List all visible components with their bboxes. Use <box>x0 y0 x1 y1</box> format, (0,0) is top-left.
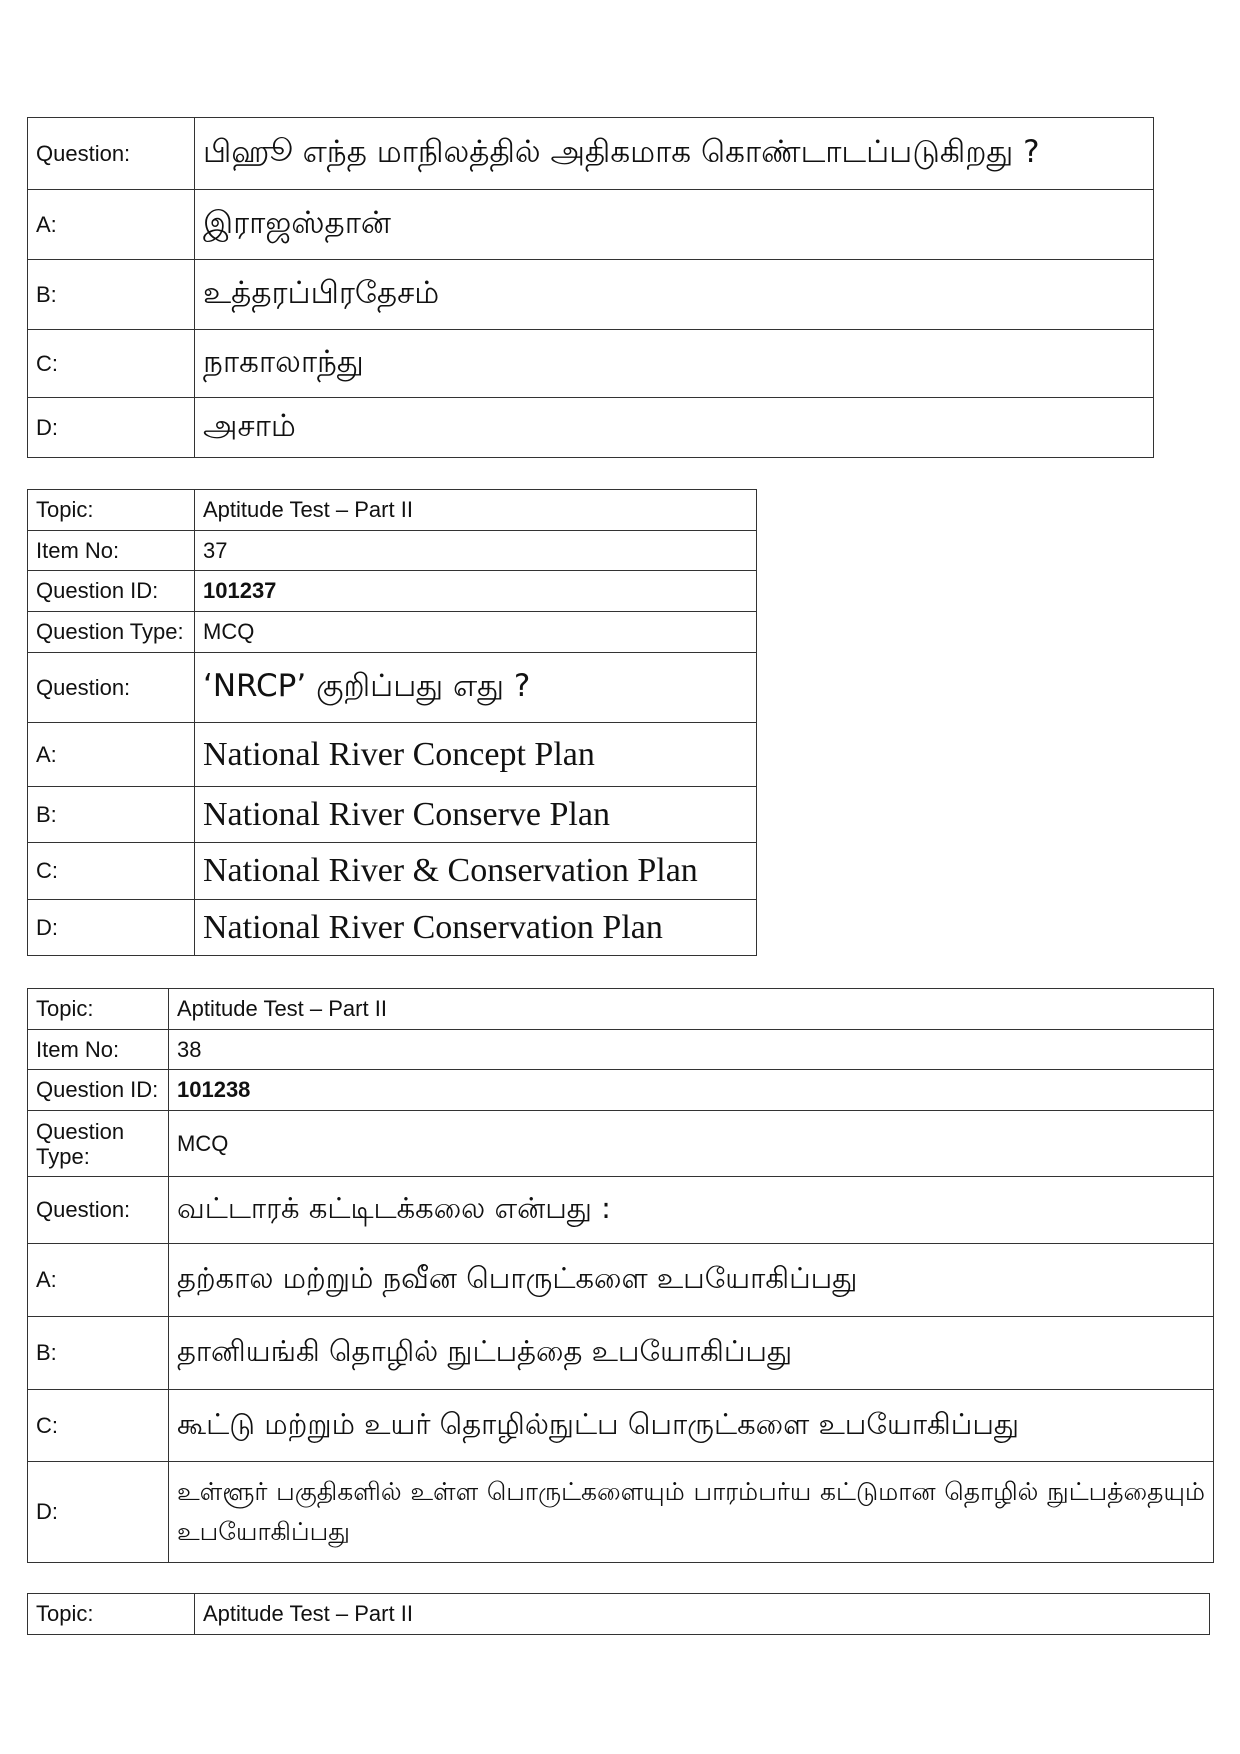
question-label: Question: <box>28 1177 169 1244</box>
option-label: B: <box>28 260 195 330</box>
question-type-row <box>28 1111 1214 1177</box>
topic-row <box>28 1594 1210 1635</box>
topic-label: Topic: <box>28 989 169 1030</box>
option-label: C: <box>28 843 195 900</box>
question-table-3 <box>27 988 1214 1563</box>
topic-row <box>28 989 1214 1030</box>
question-text: வட்டாரக் கட்டிடக்கலை என்பது : <box>169 1177 1214 1244</box>
question-row <box>28 653 757 723</box>
option-label: A: <box>28 190 195 260</box>
question-type-row <box>28 612 757 653</box>
question-table-4 <box>27 1593 1210 1635</box>
option-row-b <box>28 787 757 843</box>
item-label: Item No: <box>28 1030 169 1070</box>
topic-value: Aptitude Test – Part II <box>195 1594 1210 1635</box>
topic-label: Topic: <box>28 1594 195 1635</box>
question-id-label: Question ID: <box>28 1070 169 1111</box>
topic-label: Topic: <box>28 490 195 531</box>
option-label: D: <box>28 900 195 956</box>
option-label: A: <box>28 1244 169 1317</box>
option-row-a <box>28 1244 1214 1317</box>
option-label: C: <box>28 1390 169 1462</box>
option-row-c <box>28 1390 1214 1462</box>
item-value: 38 <box>169 1030 1214 1070</box>
option-row-a <box>28 723 757 787</box>
question-type-label: Question Type: <box>28 612 195 653</box>
topic-row <box>28 490 757 531</box>
option-row-d <box>28 900 757 956</box>
question-id-value: 101237 <box>195 571 757 612</box>
option-text: கூட்டு மற்றும் உயர் தொழில்நுட்ப பொருட்களை உபயோகிப்பது <box>169 1390 1214 1462</box>
option-text: உத்தரப்பிரதேசம் <box>195 260 1154 330</box>
option-text: தற்கால மற்றும் நவீன பொருட்களை உபயோகிப்பது <box>169 1244 1214 1317</box>
option-row-d <box>28 398 1154 458</box>
option-text: National River Conserve Plan <box>195 787 757 843</box>
option-row-b <box>28 260 1154 330</box>
question-id-row <box>28 571 757 612</box>
question-type-value: MCQ <box>195 612 757 653</box>
item-label: Item No: <box>28 531 195 571</box>
option-row-b <box>28 1317 1214 1390</box>
question-table-2 <box>27 489 757 956</box>
item-row <box>28 1030 1214 1070</box>
question-label: Question: <box>28 653 195 723</box>
question-type-label: Question Type: <box>28 1111 169 1177</box>
option-text: National River Conservation Plan <box>195 900 757 956</box>
question-id-label: Question ID: <box>28 571 195 612</box>
option-text: National River & Conservation Plan <box>195 843 757 900</box>
option-label: A: <box>28 723 195 787</box>
option-label: B: <box>28 787 195 843</box>
question-text: பிஹூ எந்த மாநிலத்தில் அதிகமாக கொண்டாடப்படுகிறது ? <box>195 118 1154 190</box>
option-label: C: <box>28 330 195 398</box>
option-row-a <box>28 190 1154 260</box>
item-row <box>28 531 757 571</box>
option-text: இராஜஸ்தான் <box>195 190 1154 260</box>
topic-value: Aptitude Test – Part II <box>169 989 1214 1030</box>
question-text: ‘NRCP’ குறிப்பது எது ? <box>195 653 757 723</box>
option-row-c <box>28 330 1154 398</box>
question-id-row <box>28 1070 1214 1111</box>
item-value: 37 <box>195 531 757 571</box>
option-label: D: <box>28 398 195 458</box>
question-row <box>28 118 1154 190</box>
option-text: அசாம் <box>195 398 1154 458</box>
question-type-value: MCQ <box>169 1111 1214 1177</box>
option-text: National River Concept Plan <box>195 723 757 787</box>
question-label: Question: <box>28 118 195 190</box>
option-row-d <box>28 1462 1214 1563</box>
option-text: தானியங்கி தொழில் நுட்பத்தை உபயோகிப்பது <box>169 1317 1214 1390</box>
option-text: உள்ளூர் பகுதிகளில் உள்ள பொருட்களையும் பாரம்பர்ய கட்டுமான தொழில் நுட்பத்தையும் உபயோகிப்பது <box>169 1462 1214 1563</box>
option-text: நாகாலாந்து <box>195 330 1154 398</box>
question-id-value: 101238 <box>169 1070 1214 1111</box>
topic-value: Aptitude Test – Part II <box>195 490 757 531</box>
question-row <box>28 1177 1214 1244</box>
question-table-1 <box>27 117 1154 458</box>
option-label: D: <box>28 1462 169 1563</box>
option-row-c <box>28 843 757 900</box>
option-label: B: <box>28 1317 169 1390</box>
